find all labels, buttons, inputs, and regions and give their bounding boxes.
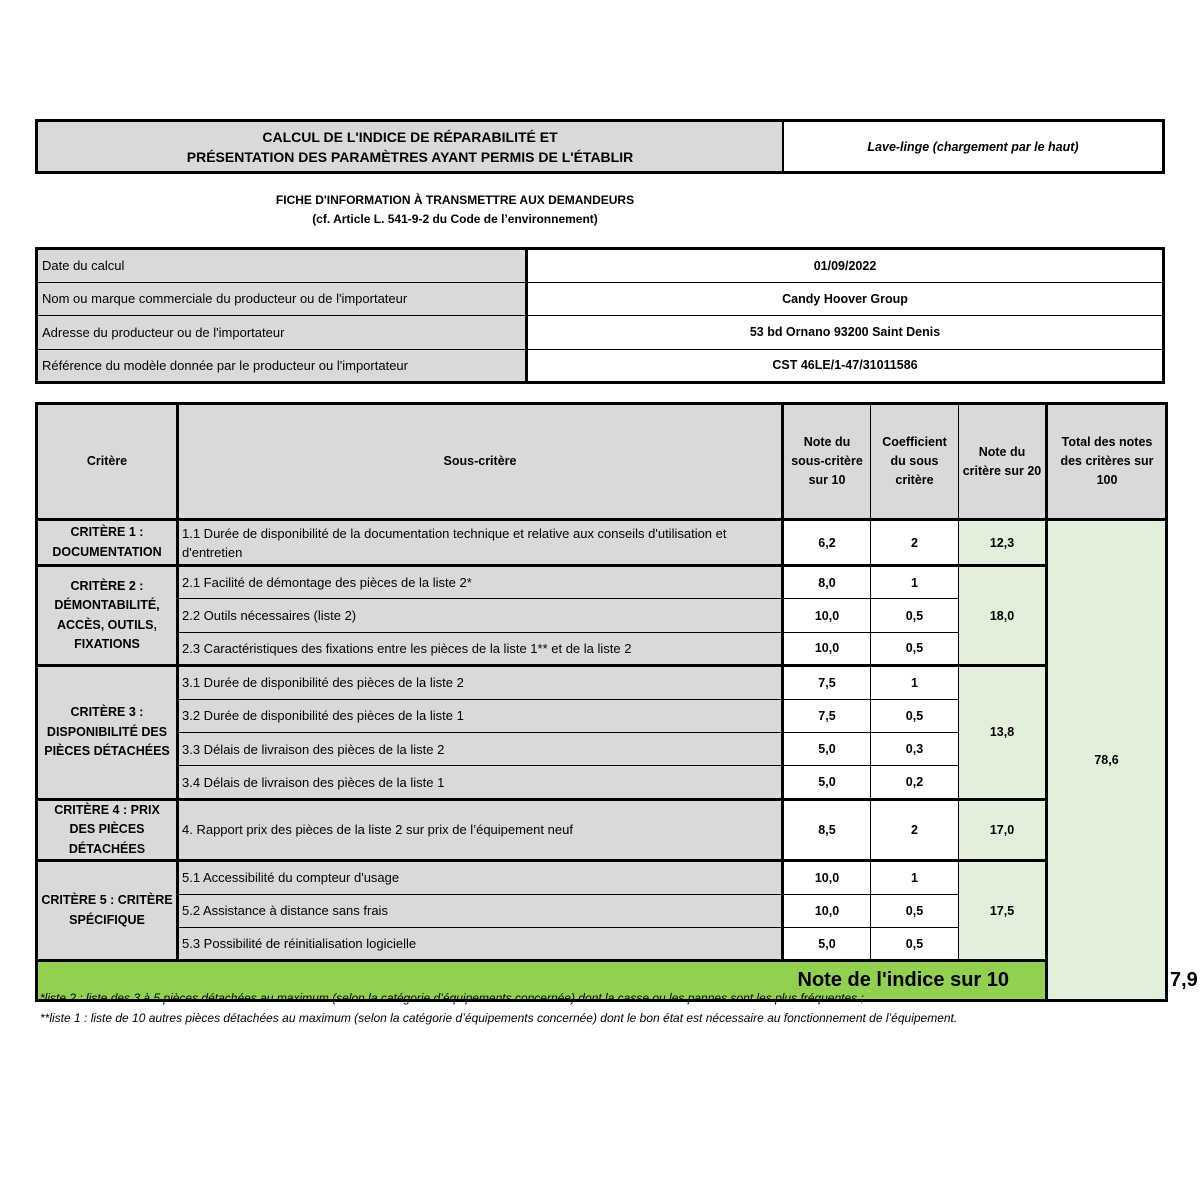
sub-criterion-note: 8,0 <box>783 566 871 599</box>
total-score-100: 78,6 <box>1047 520 1167 1001</box>
info-label: Adresse du producteur ou de l'importateur <box>37 316 527 350</box>
criterion-name: CRITÈRE 4 : PRIX DES PIÈCES DÉTACHÉES <box>37 799 178 861</box>
info-label: Référence du modèle donnée par le producteur ou l'importateur <box>37 349 527 383</box>
table-row <box>37 566 1167 599</box>
sub-criterion-note: 8,5 <box>783 799 871 861</box>
criterion-score: 18,0 <box>959 566 1047 666</box>
criterion-score: 17,0 <box>959 799 1047 861</box>
sub-criterion-coef: 2 <box>871 520 959 566</box>
sub-criterion-coef: 1 <box>871 666 959 699</box>
info-row <box>37 282 1164 316</box>
sub-criterion-label: 3.3 Délais de livraison des pièces de la liste 2 <box>178 732 783 765</box>
criterion-score: 13,8 <box>959 666 1047 800</box>
sub-criterion-coef: 0,5 <box>871 632 959 665</box>
sub-criterion-label: 4. Rapport prix des pièces de la liste 2 sur prix de l’équipement neuf <box>178 799 783 861</box>
product-type: Lave-linge (chargement par le haut) <box>867 139 1079 154</box>
sub-criterion-label: 3.2 Durée de disponibilité des pièces de la liste 1 <box>178 699 783 732</box>
sub-criterion-coef: 0,5 <box>871 599 959 632</box>
sub-criterion-note: 7,5 <box>783 666 871 699</box>
info-value: 53 bd Ornano 93200 Saint Denis <box>527 316 1164 350</box>
sub-criterion-label: 3.1 Durée de disponibilité des pièces de la liste 2 <box>178 666 783 699</box>
sub-criterion-coef: 1 <box>871 861 959 894</box>
sub-criterion-note: 5,0 <box>783 732 871 765</box>
sub-criterion-label: 3.4 Délais de livraison des pièces de la liste 1 <box>178 766 783 799</box>
final-score-row: Note de l'indice sur 10 7,9 <box>37 961 1167 1001</box>
sub-criterion-note: 10,0 <box>783 861 871 894</box>
criterion-name: CRITÈRE 1 : DOCUMENTATION <box>37 520 178 566</box>
table-row <box>37 799 1167 861</box>
criterion-score: 17,5 <box>959 861 1047 961</box>
info-value: 01/09/2022 <box>527 249 1164 283</box>
sub-criterion-note: 5,0 <box>783 766 871 799</box>
sub-criterion-note: 6,2 <box>783 520 871 566</box>
sub-criterion-note: 10,0 <box>783 632 871 665</box>
sub-criterion-coef: 0,5 <box>871 894 959 927</box>
criterion-name: CRITÈRE 5 : CRITÈRE SPÉCIFIQUE <box>37 861 178 961</box>
sub-criterion-label: 5.3 Possibilité de réinitialisation logicielle <box>178 928 783 961</box>
sub-criterion-note: 10,0 <box>783 894 871 927</box>
criterion-name: CRITÈRE 3 : DISPONIBILITÉ DES PIÈCES DÉTACHÉES <box>37 666 178 800</box>
info-label: Nom ou marque commerciale du producteur ou de l'importateur <box>37 282 527 316</box>
sub-criterion-coef: 0,5 <box>871 699 959 732</box>
header-title-line1: CALCUL DE L'INDICE DE RÉPARABILITÉ ET <box>262 128 558 145</box>
header-box <box>35 119 1165 174</box>
sub-criterion-note: 5,0 <box>783 928 871 961</box>
sub-criterion-note: 7,5 <box>783 699 871 732</box>
info-row <box>37 249 1164 283</box>
info-row <box>37 349 1164 383</box>
sub-criterion-label: 2.3 Caractéristiques des fixations entre les pièces de la liste 1** et de la liste 2 <box>178 632 783 665</box>
sub-criterion-coef: 0,5 <box>871 928 959 961</box>
sub-criterion-label: 5.2 Assistance à distance sans frais <box>178 894 783 927</box>
sub-criterion-coef: 0,3 <box>871 732 959 765</box>
col-header-sous-critere: Sous-critère <box>178 404 783 520</box>
final-score-label: Note de l'indice sur 10 <box>37 961 1047 1001</box>
sub-criterion-label: 2.1 Facilité de démontage des pièces de la liste 2* <box>178 566 783 599</box>
col-header-critere: Critère <box>37 404 178 520</box>
info-value: CST 46LE/1-47/31011586 <box>527 349 1164 383</box>
table-row <box>37 666 1167 699</box>
col-header-total: Total des notes des critères sur 100 <box>1047 404 1167 520</box>
info-value: Candy Hoover Group <box>527 282 1164 316</box>
sub-criterion-label: 1.1 Durée de disponibilité de la documentation technique et relative aux conseils d'utilisation et d'entretien <box>178 520 783 566</box>
subtitle-line2: (cf. Article L. 541-9-2 du Code de l’environnement) <box>312 212 598 226</box>
criterion-score: 12,3 <box>959 520 1047 566</box>
sub-criterion-note: 10,0 <box>783 599 871 632</box>
table-header-row <box>37 404 1167 520</box>
sub-criterion-coef: 0,2 <box>871 766 959 799</box>
info-row <box>37 316 1164 350</box>
header-title <box>38 122 784 171</box>
col-header-note-sous: Note du sous-critère sur 10 <box>783 404 871 520</box>
footnote-liste-1: **liste 1 : liste de 10 autres pièces détachées au maximum (selon la catégorie d’équipements concernée) dont le bon état est nécessaire au fonctionnement de l’équipement. <box>40 1011 958 1025</box>
table-row <box>37 520 1167 566</box>
header-title-line2: PRÉSENTATION DES PARAMÈTRES AYANT PERMIS DE L'ÉTABLIR <box>186 148 634 165</box>
criterion-name: CRITÈRE 2 : DÉMONTABILITÉ, ACCÈS, OUTILS, FIXATIONS <box>37 566 178 666</box>
info-table <box>35 247 1165 384</box>
footnote-liste-2: *liste 2 : liste des 3 à 5 pièces détachées au maximum (selon la catégorie d’équipements concernée) dont la casse ou les pannes sont les plus fréquentes ; <box>40 991 864 1005</box>
sub-criterion-coef: 2 <box>871 799 959 861</box>
criteria-table <box>35 402 1198 1002</box>
sub-criterion-label: 2.2 Outils nécessaires (liste 2) <box>178 599 783 632</box>
col-header-note-critere: Note du critère sur 20 <box>959 404 1047 520</box>
subtitle-line1: FICHE D'INFORMATION À TRANSMETTRE AUX DEMANDEURS <box>275 193 635 207</box>
sub-criterion-coef: 1 <box>871 566 959 599</box>
sub-criterion-label: 5.1 Accessibilité du compteur d'usage <box>178 861 783 894</box>
col-header-coef: Coefficient du sous critère <box>871 404 959 520</box>
info-label: Date du calcul <box>37 249 527 283</box>
table-row <box>37 861 1167 894</box>
